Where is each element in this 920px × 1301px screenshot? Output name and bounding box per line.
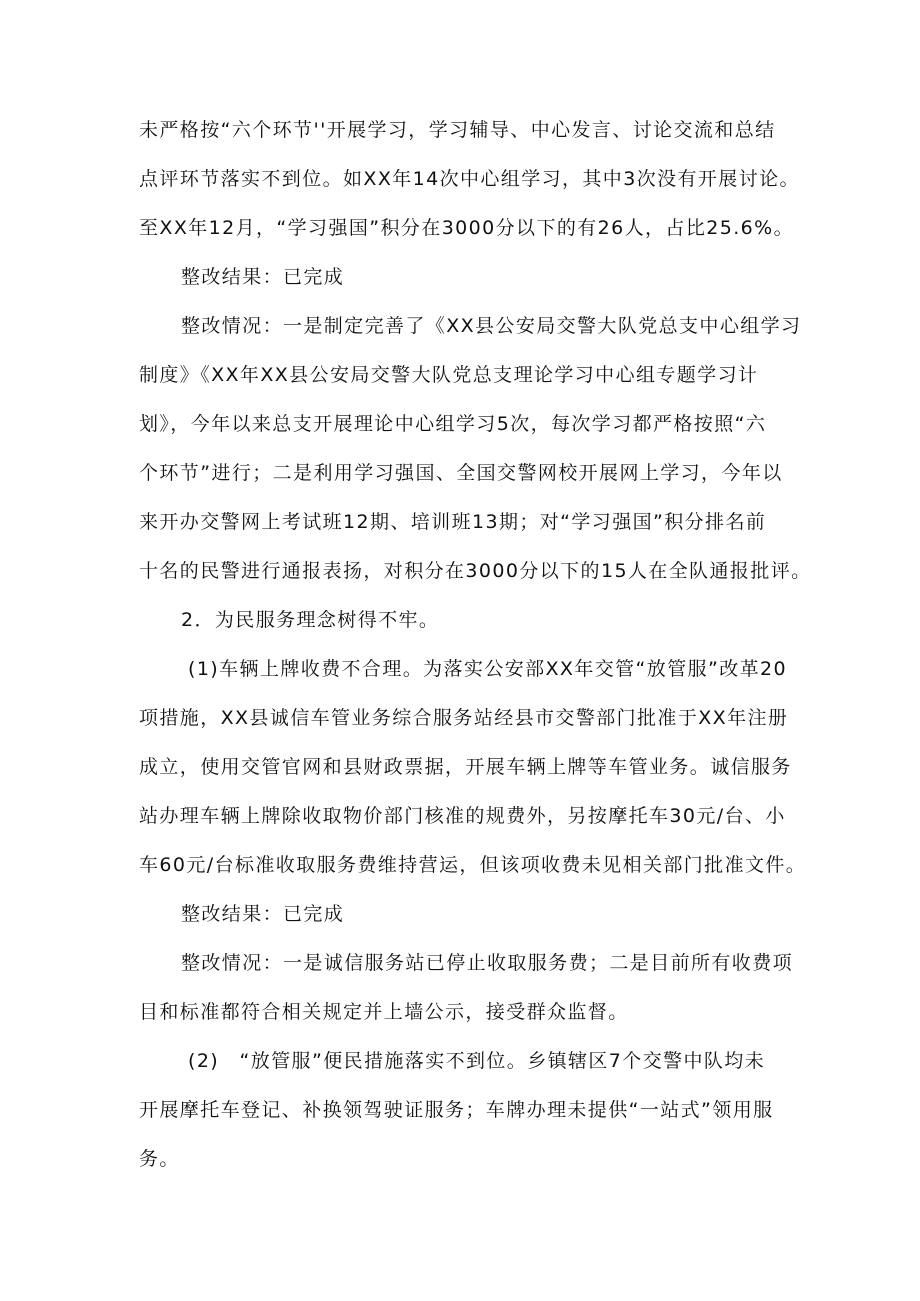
text-line: 点评环节落实不到位。如XX年14次中心组学习，其中3次没有开展讨论。 <box>139 168 800 190</box>
text-line: (2) “放管服”便民措施落实不到位。乡镇辖区7个交警中队均未 <box>188 1050 766 1072</box>
text-line: 至XX年12月，“学习强国”积分在3000分以下的有26人，占比25.6%。 <box>139 217 794 239</box>
text-line: 划》，今年以来总支开展理论中心组学习5次，每次学习都严格按照“六 <box>139 413 767 435</box>
text-line: 目和标准都符合相关规定并上墙公示，接受群众监督。 <box>139 1001 629 1023</box>
text-line: (1)车辆上牌收费不合理。为落实公安部XX年交管“放管服”改革20 <box>188 658 788 680</box>
text-line: 未严格按“六个环节''开展学习，学习辅导、中心发言、讨论交流和总结 <box>139 119 776 141</box>
text-line: 来开办交警网上考试班12期、培训班13期；对“学习强国”积分排名前 <box>139 511 767 533</box>
text-line: 整改情况：一是制定完善了《XX县公安局交警大队党总支中心组学习 <box>181 315 802 337</box>
text-line: 十名的民警进行通报表扬，对积分在3000分以下的15人在全队通报批评。 <box>139 560 812 582</box>
text-line: 项措施，XX县诚信车管业务综合服务站经县市交警部门批准于XX年注册 <box>139 707 789 729</box>
text-line: 成立，使用交管官网和县财政票据，开展车辆上牌等车管业务。诚信服务 <box>139 756 792 778</box>
result-heading: 整改结果：已完成 <box>181 903 345 925</box>
text-line: 个环节”进行；二是利用学习强国、全国交警网校开展网上学习，今年以 <box>139 462 783 484</box>
text-line: 站办理车辆上牌除收取物价部门核准的规费外，另按摩托车30元/台、小 <box>139 805 786 827</box>
text-line: 车60元/台标准收取服务费维持营运，但该项收费未见相关部门批准文件。 <box>139 854 807 876</box>
result-heading: 整改结果：已完成 <box>181 266 345 288</box>
section-heading: 2．为民服务理念树得不牢。 <box>181 609 440 631</box>
text-line: 开展摩托车登记、补换领驾驶证服务；车牌办理未提供“一站式”领用服 <box>139 1099 774 1121</box>
text-line: 制度》《XX年XX县公安局交警大队党总支理论学习中心组专题学习计 <box>139 364 759 386</box>
text-line: 整改情况：一是诚信服务站已停止收取服务费；二是目前所有收费项 <box>181 952 794 974</box>
text-line: 务。 <box>139 1148 180 1170</box>
